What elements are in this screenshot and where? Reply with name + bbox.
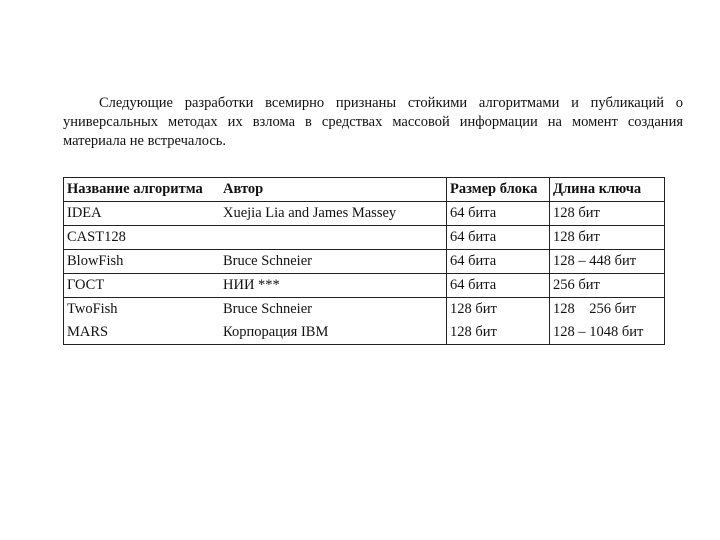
cell-key-length: 128 – 1048 бит xyxy=(550,321,665,345)
cell-name: ГОСТ xyxy=(64,274,221,298)
cell-block-size: 64 бита xyxy=(447,274,550,298)
header-key-length: Длина ключа xyxy=(550,178,665,202)
cell-name: MARS xyxy=(67,324,109,340)
cell-block-size: 128 бит xyxy=(447,321,550,345)
header-name: Название алгоритма xyxy=(64,178,221,202)
cell-author: Xuejia Lia and James Massey xyxy=(220,202,447,226)
table-row xyxy=(64,321,665,345)
algorithms-table xyxy=(63,177,665,345)
header-block-size: Размер блока xyxy=(447,178,550,202)
cell-key-length: 128 бит xyxy=(550,202,665,226)
cell-name: BlowFish xyxy=(64,250,221,274)
cell-block-size: 64 бита xyxy=(447,202,550,226)
cell-block-size: 64 бита xyxy=(447,250,550,274)
cell-block-size: 128 бит xyxy=(447,298,550,322)
cell-key-length: 128 256 бит xyxy=(550,298,665,322)
table-row xyxy=(64,250,665,274)
cell-key-length: 128 бит xyxy=(550,226,665,250)
cell-key-length: 256 бит xyxy=(550,274,665,298)
cell-author: Bruce Schneier xyxy=(220,250,447,274)
table-row xyxy=(64,298,665,322)
cell-key-length: 128 – 448 бит xyxy=(550,250,665,274)
cell-author: Корпорация IBM xyxy=(223,324,329,340)
cell-author: Bruce Schneier xyxy=(223,301,312,317)
cell-block-size: 64 бита xyxy=(447,226,550,250)
cell-author xyxy=(220,226,447,250)
cell-name: TwoFish xyxy=(67,301,118,317)
table-row xyxy=(64,226,665,250)
table-row xyxy=(64,202,665,226)
cell-author: НИИ *** xyxy=(220,274,447,298)
header-author: Автор xyxy=(220,178,447,202)
cell-name: CAST128 xyxy=(64,226,221,250)
table-header-row xyxy=(64,178,665,202)
table-row xyxy=(64,274,665,298)
intro-paragraph: Следующие разработки всемирно признаны стойкими алгоритмами и публикаций о универсальных методах их взлома в средствах массовой информации на момент создания материала не встречалось. xyxy=(63,94,683,149)
cell-name: IDEA xyxy=(64,202,221,226)
